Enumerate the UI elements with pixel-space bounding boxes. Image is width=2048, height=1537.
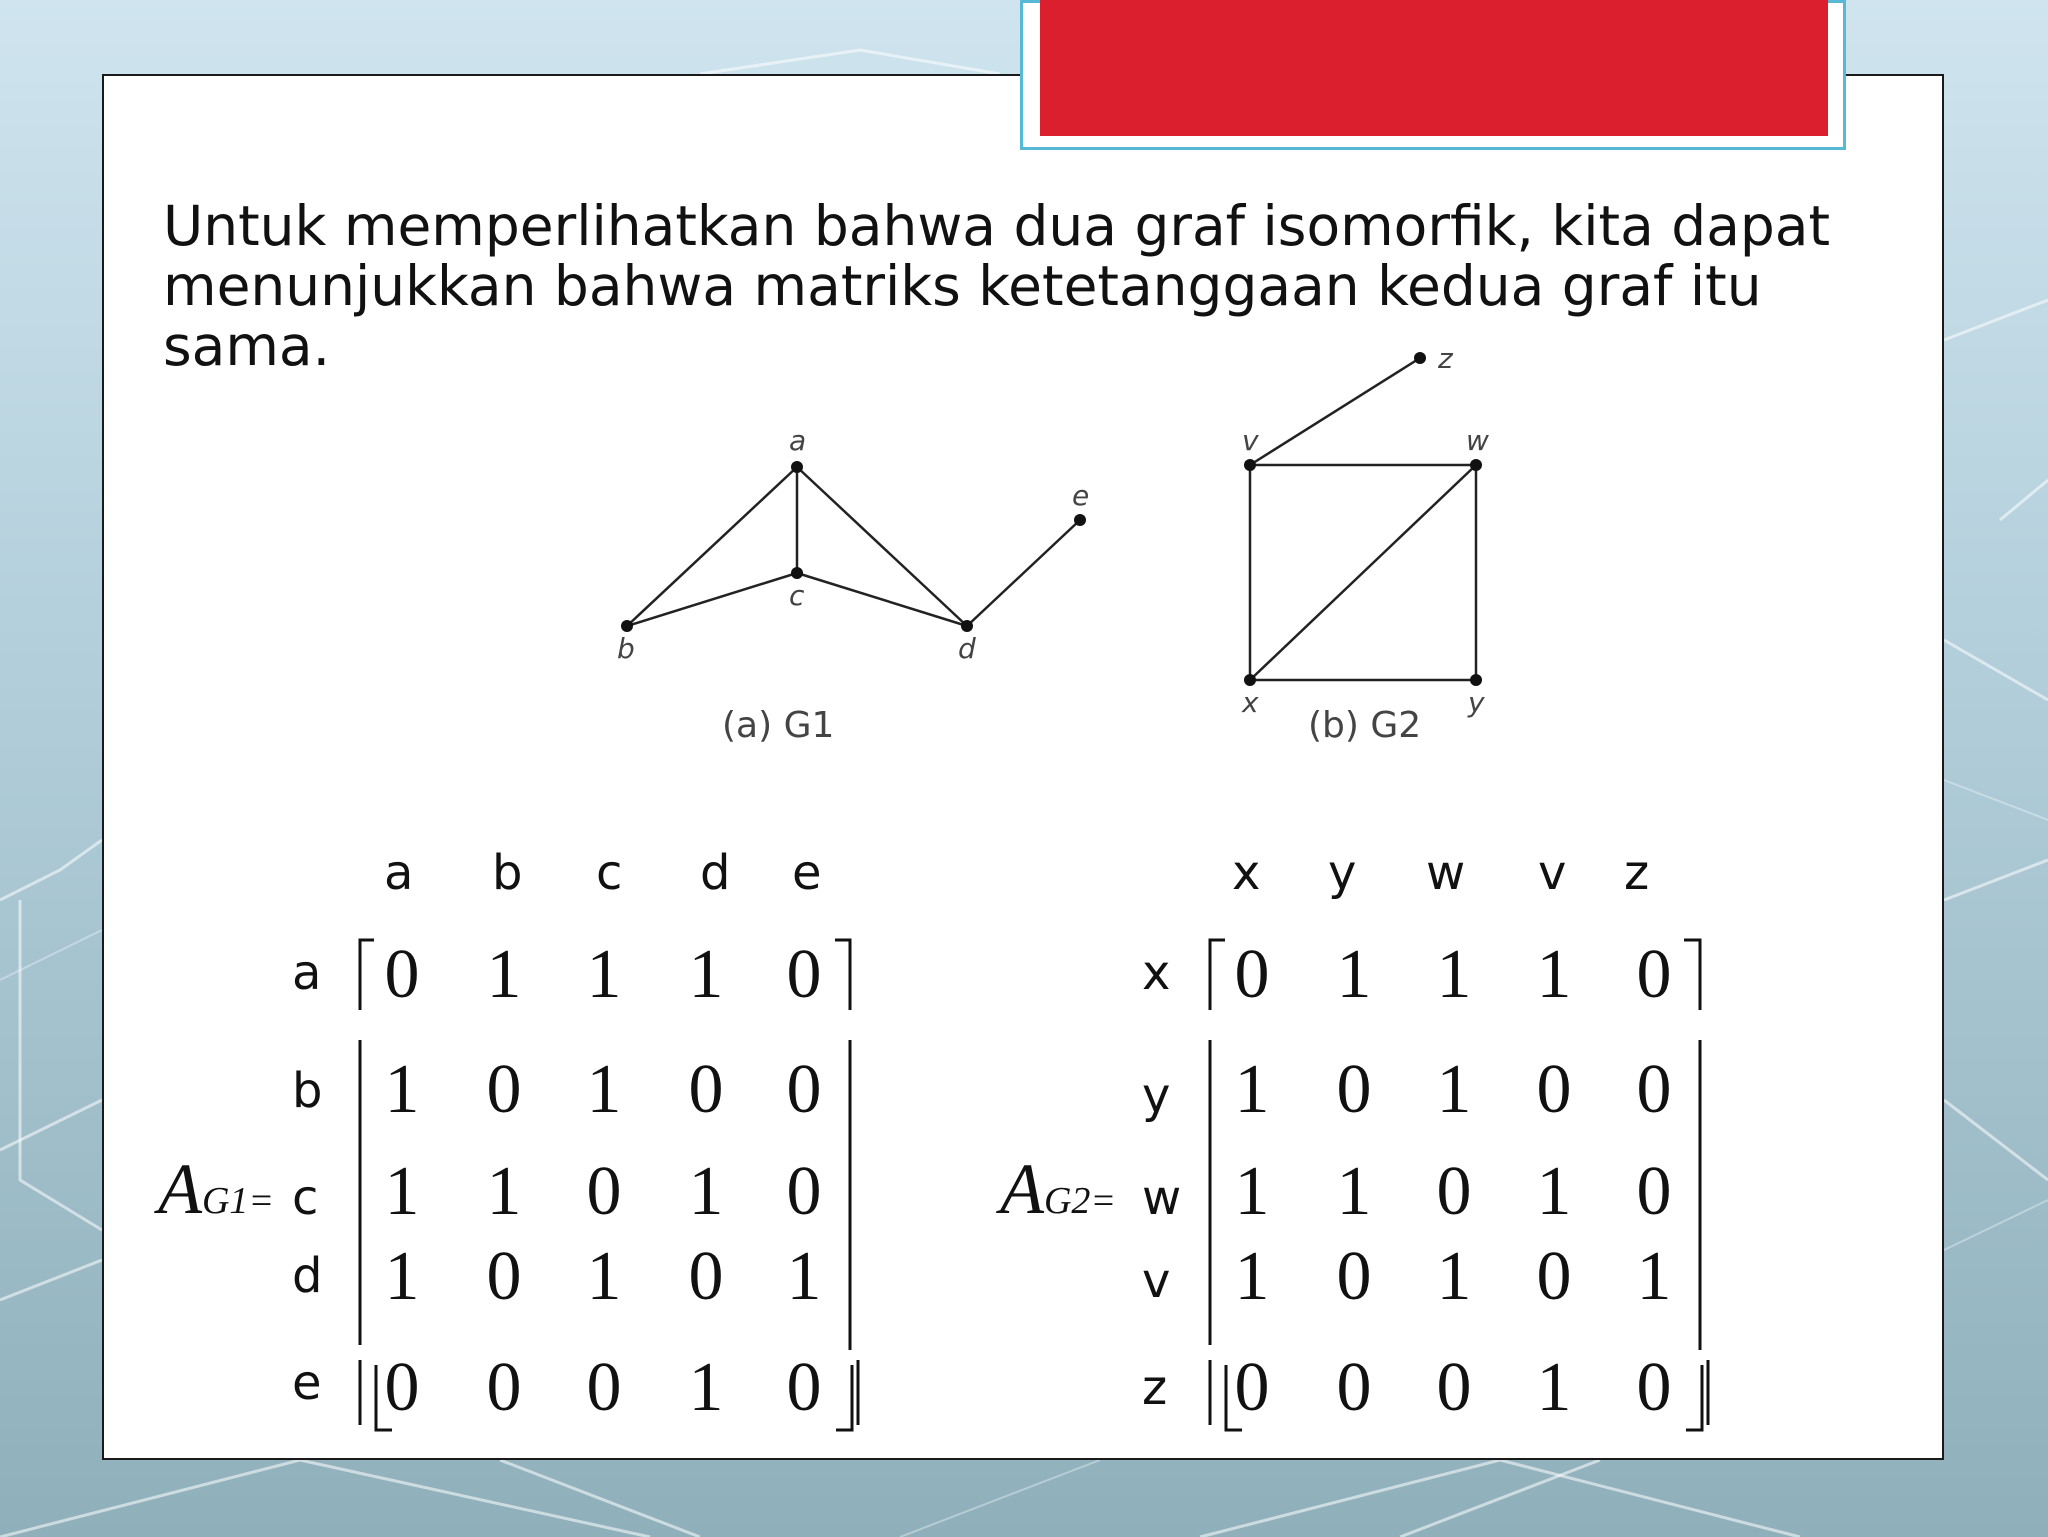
edge-a-d [797,467,967,626]
matrix1-col-label: c [596,845,623,901]
matrix2-right-bracket-bottom [1686,1365,1702,1430]
matrix1-cell: 1 [486,1153,522,1230]
matrix1-left-bracket-top [360,940,374,1010]
edge-c-d [797,573,967,626]
matrix2-cell: 1 [1234,1153,1270,1230]
matrix2-cell: 1 [1536,936,1572,1013]
matrix1-cell: 1 [688,1153,724,1230]
graph-g2-caption: (b) G2 [1308,705,1422,746]
matrix2-col-label: y [1328,845,1357,901]
matrix1-cell: 1 [688,1349,724,1426]
graph-g1-caption: (a) G1 [722,705,835,746]
matrix2-col-label: z [1624,845,1650,901]
intro-line: menunjukkan bahwa matriks ketetanggaan kedua graf itu [163,254,1762,318]
vertex-e [1074,514,1086,526]
matrix2-row-label: z [1142,1360,1168,1416]
matrix1-cell: 1 [786,1238,822,1315]
matrix2-cell: 1 [1234,1238,1270,1315]
matrix2-cell: 1 [1436,1051,1472,1128]
edge-a-b [627,467,797,626]
matrix2-cell: 1 [1536,1349,1572,1426]
vertex-a [791,461,803,473]
vertex-z [1414,352,1426,364]
matrix2-cell: 0 [1536,1238,1572,1315]
matrix2-cell: 0 [1234,936,1270,1013]
vertex-label-x: x [1242,686,1259,719]
matrix2-cell: 0 [1636,1051,1672,1128]
graph-g1 [627,467,1080,626]
matrix1-cell: 0 [384,936,420,1013]
matrix1-name-subscript: G1= [201,1180,275,1222]
matrix1-cell: 1 [384,1051,420,1128]
matrix2-name-letter: A [1000,1149,1044,1229]
matrix1-cell: 0 [786,1153,822,1230]
matrix1-cell: 1 [384,1153,420,1230]
vertex-label-w: w [1466,424,1489,457]
matrix2-cell: 1 [1336,1153,1372,1230]
vertex-w [1470,459,1482,471]
matrix1-col-label: a [384,845,414,901]
matrix1-cell: 1 [586,1051,622,1128]
matrix1-cell: 0 [786,936,822,1013]
vertex-label-c: c [789,579,805,612]
matrix2-col-label: x [1232,845,1261,901]
matrix2-cell: 0 [1636,1153,1672,1230]
matrix1-row-label: d [292,1248,323,1304]
matrix2-name [1000,1148,1116,1231]
matrix2-row-label: w [1142,1170,1182,1226]
matrix1-name [158,1148,274,1231]
matrix2-col-label: w [1426,845,1466,901]
matrix1-cell: 0 [786,1051,822,1128]
edge-v-z [1250,358,1420,465]
matrix2-name-subscript: G2= [1043,1180,1117,1222]
matrix2-cell: 1 [1336,936,1372,1013]
matrix2-cell: 0 [1636,1349,1672,1426]
matrix2-right-bracket-top [1684,940,1700,1010]
matrix2-row-label: v [1142,1253,1171,1309]
matrix2-left-bracket-top [1210,940,1225,1010]
matrix2-cell: 1 [1436,936,1472,1013]
matrix1-cell: 0 [486,1238,522,1315]
matrix1-cell: 0 [486,1051,522,1128]
edge-w-x [1250,465,1476,680]
matrix1-cell: 1 [688,936,724,1013]
vertex-c [791,567,803,579]
matrix2-cell: 0 [1336,1349,1372,1426]
matrix2-cell: 1 [1436,1238,1472,1315]
matrix1-cell: 0 [384,1349,420,1426]
matrix2-row-label: y [1142,1068,1171,1124]
matrix1-row-label: c [292,1170,319,1226]
vertex-label-d: d [958,632,976,665]
matrix1-cell: 0 [486,1349,522,1426]
matrix1-cell: 1 [586,936,622,1013]
vertex-label-z: z [1438,342,1453,375]
matrix2-cell: 0 [1436,1349,1472,1426]
matrix1-cell: 1 [586,1238,622,1315]
matrix1-cell: 1 [384,1238,420,1315]
matrix2-cell: 0 [1636,936,1672,1013]
vertex-v [1244,459,1256,471]
matrix1-col-label: d [700,845,731,901]
matrix1-row-label: a [292,945,322,1001]
matrix1-cell: 0 [586,1153,622,1230]
matrix2-cell: 1 [1536,1153,1572,1230]
vertex-label-y: y [1468,686,1485,719]
vertex-label-v: v [1242,424,1259,457]
matrix2-cell: 0 [1234,1349,1270,1426]
matrix1-col-label: b [492,845,523,901]
vertex-y [1470,674,1482,686]
vertex-label-b: b [617,632,635,665]
matrix2-cell: 1 [1636,1238,1672,1315]
vertex-x [1244,674,1256,686]
vertex-b [621,620,633,632]
matrix1-cell: 0 [688,1051,724,1128]
vertex-label-a: a [789,424,807,457]
matrix1-cell: 1 [486,936,522,1013]
matrix2-cell: 0 [1336,1238,1372,1315]
graph-g2 [1250,358,1476,680]
vertex-label-e: e [1072,479,1090,512]
matrix1-cell: 0 [688,1238,724,1315]
matrix1-cell: 0 [786,1349,822,1426]
matrix1-col-label: e [792,845,822,901]
edge-b-c [627,573,797,626]
matrix1-right-bracket-top [835,940,850,1010]
matrix2-cell: 0 [1336,1051,1372,1128]
matrix2-col-label: v [1538,845,1567,901]
matrix1-right-bracket-bottom [836,1365,852,1430]
matrix1-name-letter: A [158,1149,202,1229]
intro-line: Untuk memperlihatkan bahwa dua graf isomorfik, kita dapat [163,194,1831,258]
intro-line: sama. [163,314,331,378]
matrix1-row-label: b [292,1063,323,1119]
edge-d-e [967,520,1080,626]
matrix2-cell: 1 [1234,1051,1270,1128]
matrix2-row-label: x [1142,945,1171,1001]
matrix2-cell: 0 [1536,1051,1572,1128]
matrix1-row-label: e [292,1355,322,1411]
vertex-d [961,620,973,632]
matrix2-cell: 0 [1436,1153,1472,1230]
matrix1-cell: 0 [586,1349,622,1426]
